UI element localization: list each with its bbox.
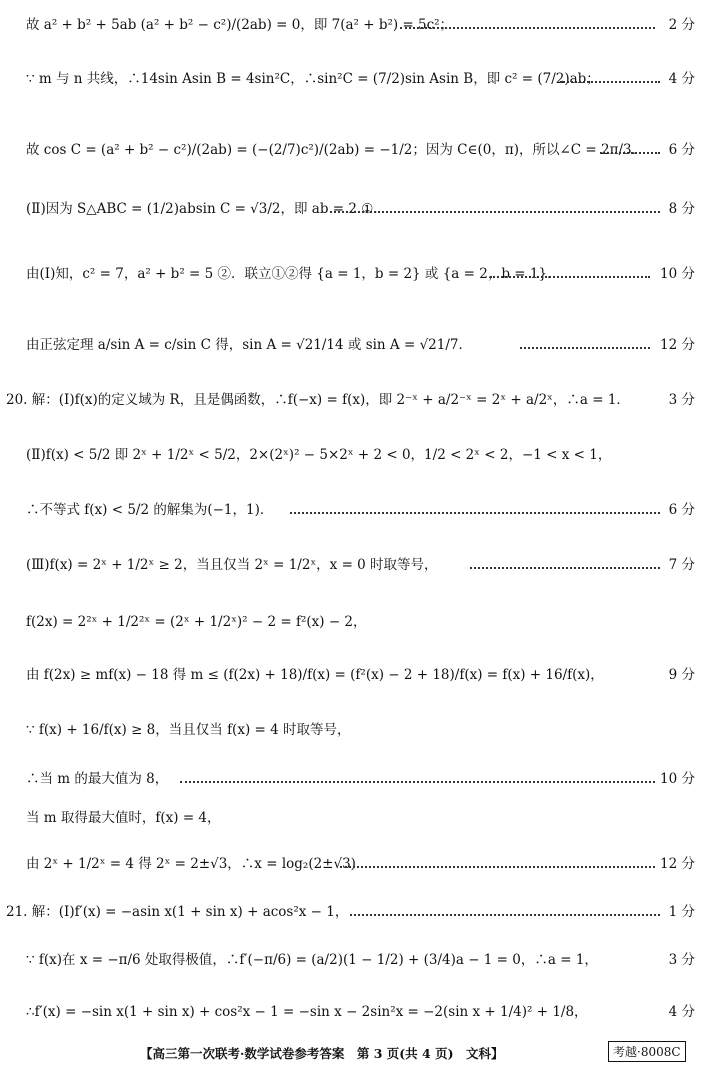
- line-text: ∴不等式 f(x) < 5/2 的解集为(−1，1)．: [26, 502, 274, 518]
- line-text: 由(Ⅰ)知，c² = 7，a² + b² = 5 ②．联立①②得 {a = 1，b = 2} 或 {a = 2，b = 1}．: [26, 266, 561, 282]
- line-text: 由正弦定理 a/sin A = c/sin C 得，sin A = √21/14 或 sin A = √21/7．: [26, 337, 472, 353]
- score: 6 分: [668, 142, 695, 158]
- score: 8 分: [668, 201, 695, 217]
- line-text: ∵ m 与 n 共线，∴14sin Asin B = 4sin²C，∴sin²C = (7/2)sin Asin B，即 c² = (7/2)ab；: [26, 71, 600, 87]
- leader-dots: [350, 914, 660, 916]
- leader-dots: [290, 512, 660, 514]
- line-text: (Ⅲ)f(x) = 2ˣ + 1/2ˣ ≥ 2，当且仅当 2ˣ = 1/2ˣ，x = 0 时取等号，: [26, 557, 438, 573]
- leader-dots: [400, 27, 655, 29]
- leader-dots: [340, 866, 655, 868]
- score: 3 分: [668, 392, 695, 408]
- leader-dots: [470, 567, 660, 569]
- leader-dots: [600, 152, 660, 154]
- score: 3 分: [668, 952, 695, 968]
- score: 12 分: [660, 856, 695, 872]
- score: 4 分: [668, 71, 695, 87]
- footer-text: 【高三第一次联考·数学试卷参考答案 第 3 页(共 4 页) 文科】: [140, 1046, 504, 1061]
- line-text: ∵ f(x)在 x = −π/6 处取得极值，∴f′(−π/6) = (a/2)(1 − 1/2) + (3/4)a − 1 = 0，∴a = 1，: [26, 952, 598, 968]
- score: 10 分: [660, 266, 695, 282]
- score: 2 分: [668, 17, 695, 33]
- line-text: 20. 解：(Ⅰ)f(x)的定义域为 R，且是偶函数，∴f(−x) = f(x)，即 2⁻ˣ + a/2⁻ˣ = 2ˣ + a/2ˣ，∴a = 1．: [6, 392, 630, 408]
- line-text: f(2x) = 2²ˣ + 1/2²ˣ = (2ˣ + 1/2ˣ)² − 2 = f²(x) − 2，: [26, 614, 367, 630]
- leader-dots: [520, 347, 650, 349]
- score: 9 分: [668, 667, 695, 683]
- line-text: 故 cos C = (a² + b² − c²)/(2ab) = (−(2/7)c²)/(2ab) = −1/2；因为 C∈(0，π)，所以∠C = 2π/3．: [26, 142, 646, 158]
- score: 1 分: [668, 904, 695, 920]
- line-text: ∴当 m 的最大值为 8，: [26, 771, 169, 787]
- line-text: 由 2ˣ + 1/2ˣ = 4 得 2ˣ = 2±√3，∴x = log₂(2±√3)．: [26, 856, 370, 872]
- exam-code: 考越·8008C: [608, 1041, 686, 1062]
- line-text: ∵ f(x) + 16/f(x) ≥ 8，当且仅当 f(x) = 4 时取等号，: [26, 722, 351, 738]
- score: 12 分: [660, 337, 695, 353]
- leader-dots: [180, 781, 655, 783]
- score: 7 分: [668, 557, 695, 573]
- leader-dots: [490, 276, 650, 278]
- line-text: 故 a² + b² + 5ab (a² + b² − c²)/(2ab) = 0，即 7(a² + b²) = 5c²；: [26, 17, 454, 33]
- leader-dots: [560, 81, 660, 83]
- leader-dots: [330, 211, 660, 213]
- line-text: (Ⅱ)f(x) < 5/2 即 2ˣ + 1/2ˣ < 5/2，2×(2ˣ)² − 5×2ˣ + 2 < 0，1/2 < 2ˣ < 2，−1 < x < 1，: [26, 447, 612, 463]
- line-text: 由 f(2x) ≥ mf(x) − 18 得 m ≤ (f(2x) + 18)/f(x) = (f²(x) − 2 + 18)/f(x) = f(x) + 16/f(x)，: [26, 667, 604, 683]
- line-text: (Ⅱ)因为 S△ABC = (1/2)absin C = √3/2，即 ab = 2 ①．: [26, 201, 387, 217]
- line-text: ∴f′(x) = −sin x(1 + sin x) + cos²x − 1 = −sin x − 2sin²x = −2(sin x + 1/4)² + 1/8，: [26, 1004, 588, 1020]
- score: 4 分: [668, 1004, 695, 1020]
- score: 6 分: [668, 502, 695, 518]
- score: 10 分: [660, 771, 695, 787]
- line-text: 21. 解：(Ⅰ)f′(x) = −asin x(1 + sin x) + acos²x − 1，: [6, 904, 349, 920]
- line-text: 当 m 取得最大值时，f(x) = 4，: [26, 810, 221, 826]
